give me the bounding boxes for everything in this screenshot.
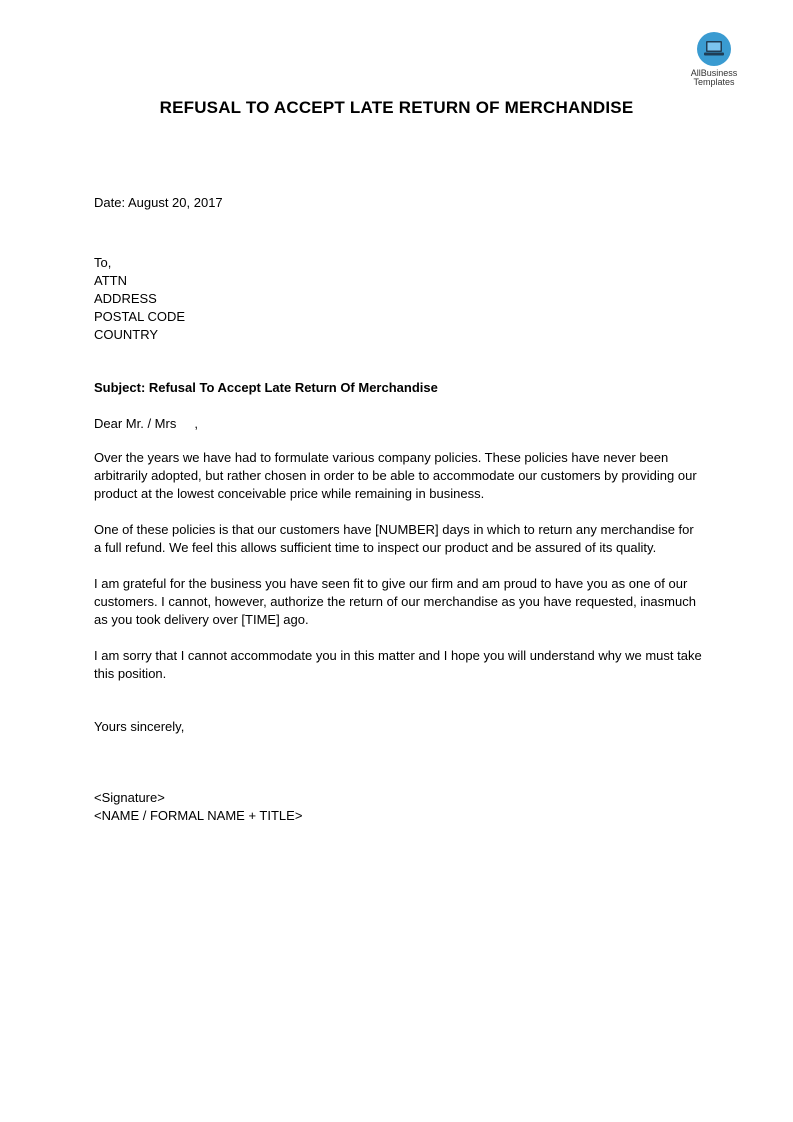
date-line: Date: August 20, 2017: [94, 195, 223, 210]
document-title: REFUSAL TO ACCEPT LATE RETURN OF MERCHANDISE: [159, 98, 634, 117]
recipient-address: [94, 254, 704, 344]
body-paragraph-2: One of these policies is that our customers have [NUMBER] days in which to return any merchandise for a full refund. We feel this allows sufficient time to inspect our product and be assured of its quality.: [94, 522, 694, 555]
logo-text-line1: AllBusiness: [690, 68, 738, 78]
address-line-postal-code: POSTAL CODE: [94, 309, 186, 324]
allbusiness-templates-logo: [682, 32, 746, 87]
logo-text: [682, 69, 746, 87]
laptop-icon: [697, 32, 731, 66]
salutation: Dear Mr. / Mrs ,: [94, 416, 199, 431]
address-line-to: To,: [94, 255, 112, 270]
body-paragraph-3: I am grateful for the business you have seen fit to give our firm and am proud to have you as one of our customers. I cannot, however, authorize the return of our merchandise as you have requested, inasmuch as you took delivery over [TIME] ago.: [94, 576, 696, 627]
body-paragraph-4: I am sorry that I cannot accommodate you in this matter and I hope you will understand why we must take this position.: [94, 648, 702, 681]
address-line-address: ADDRESS: [94, 291, 157, 306]
closing: Yours sincerely,: [94, 719, 185, 734]
subject-line: Subject: Refusal To Accept Late Return Of Merchandise: [94, 380, 438, 395]
letter-body: [94, 449, 704, 701]
signature-placeholder: <Signature>: [94, 790, 165, 805]
address-line-country: COUNTRY: [94, 327, 159, 342]
signature-block: [94, 789, 704, 825]
body-paragraph-1: Over the years we have had to formulate various company policies. These policies have never been arbitrarily adopted, but rather chosen in order to be able to accommodate our customers by providing our product at the lowest conceivable price while remaining in business.: [94, 450, 697, 501]
name-title-placeholder: <NAME / FORMAL NAME + TITLE>: [94, 808, 303, 823]
address-line-attn: ATTN: [94, 273, 127, 288]
logo-text-line2: Templates: [693, 77, 735, 87]
